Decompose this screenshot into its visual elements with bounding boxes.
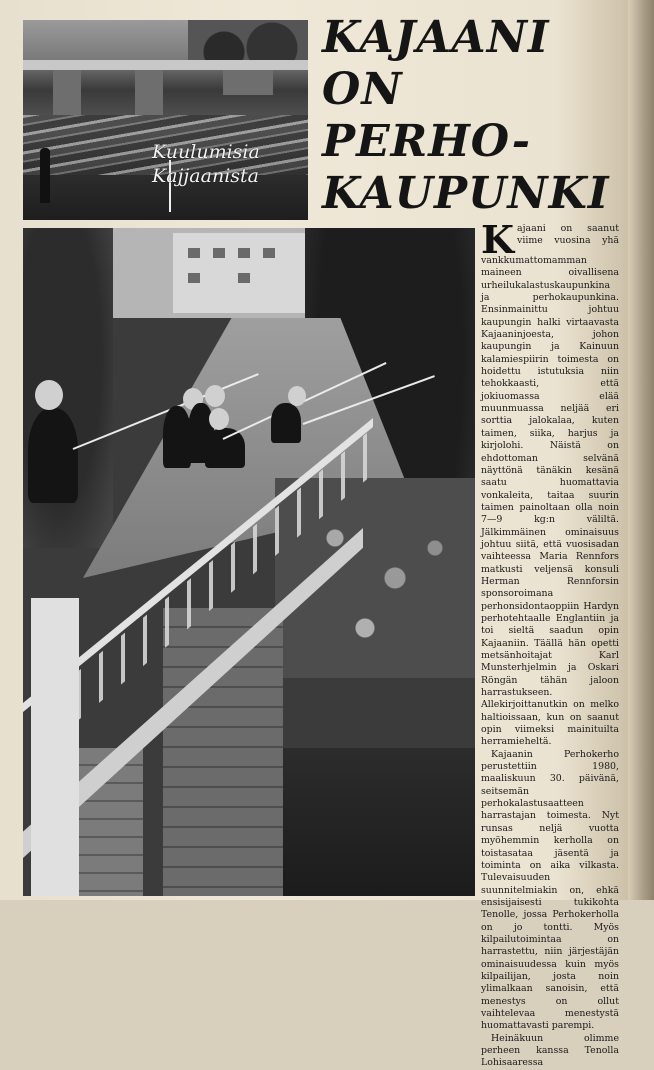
photo-building-window [188, 248, 200, 258]
photo-angler-head [205, 385, 225, 407]
photo-angler-figure [271, 403, 301, 443]
headline-line: PERHO- [322, 116, 531, 167]
photo-angler-head [288, 386, 306, 406]
photo-angler-head [209, 408, 229, 430]
photo-building-window [263, 248, 275, 258]
photo-building-window [238, 248, 250, 258]
photo-stone-pier [163, 608, 283, 896]
photo-building-window [238, 273, 250, 283]
headline-line: KAJAANI [322, 12, 550, 63]
photo-river-rapids-bridge [23, 20, 308, 220]
drop-cap: K [481, 217, 515, 262]
photo-railing-post [31, 598, 79, 896]
photo-bridge-pier [53, 70, 81, 115]
section-kicker [152, 140, 282, 188]
photo-angler-figure [163, 406, 191, 468]
headline-line: ON [322, 64, 403, 115]
page-spine-edge [628, 0, 654, 900]
photo-angler-figure [28, 408, 78, 503]
photo-building-window [188, 273, 200, 283]
article-headline [322, 12, 622, 220]
photo-riverbank [223, 70, 273, 95]
article-paragraph: Kajaanin Perhokerho perustettiin 1980, maaliskuun 30. päivänä, seitsemän perhokalastusaatteen harrastajan toimesta. Nyt runsas neljä vuotta myöhemmin kerholla on toistasataa jäsentä ja toiminta on aika vilkasta. Tulevaisuuden suunnitelmiakin on, ehkä ensisijaisesti tukikohta Tenolle, jossa Perhokerholla on jo tontti. Myös kilpailutoimintaa on harrastettu, niin järjestäjän ominaisuudessa kuin myös kilpailijan, josta noin ylimalkaan sanoisin, että menestys on ollut vaihtelevaa menestystä huomattavasti parempi. [481, 748, 619, 1032]
photo-angler-head [35, 380, 63, 410]
photo-bridge-pier [135, 70, 163, 115]
headline-line: KAUPUNKI [322, 168, 610, 219]
article-body [481, 217, 619, 1070]
kicker-line: Kajjaanista [152, 165, 259, 187]
photo-trees [188, 20, 308, 60]
photo-angler-figure [40, 148, 50, 203]
kicker-line: Kuulumisia [152, 141, 260, 163]
photo-building-window [213, 248, 225, 258]
photo-river-water [253, 748, 475, 896]
article-paragraph: Heinäkuun olimme perheen kanssa Tenolla Lohisaaressa [481, 1032, 619, 1069]
article-paragraph-text: ajaani on saanut viime vuosina yhä vankkumattomamman maineen oivallisena urheilukalastuskaupunkina ja perhokaupunkina. Ensinmainittu johtuu kaupungin halki virtaavasta Kajaaninjoesta, johon kaupungin ja Kainuun kalamiespiirin toimesta on hoidettu istutuksia niin tehokkaasti, että jokiuomassa elää muunmuassa neljää eri sorttia jalokalaa, kuten taimen, siika, harjus ja kirjolohi. Näistä on ehdottoman selvänä näyttönä tänäkin kesänä saatu huomattavia vonkaleita, taitaa suurin taimen painoltaan olla noin 7—9 kg:n väliltä. Jälkimmäinen ominaisuus johtuu siitä, että vuosisadan vaihteessa Maria Rennfors matkusti veljensä konsuli Herman Rennforsin sponsoroimana perhonsidontaoppiin Hardyn perhotehtaalle Englantiin ja toi sieltä saadun opin Kajaaniin. Täällä hän opetti metsänhoitajat Karl Munsterhjelmin ja Oskari Röngän tähän jaloon harrastukseen. Allekirjoittanutkin on melko haltioissaan, kun on saanut opin viimeksi mainituilta herramieheltä. [481, 223, 619, 748]
photo-angler-figure [205, 428, 245, 468]
photo-bridge-deck [23, 60, 308, 70]
article-paragraph [481, 217, 619, 749]
photo-anglers-on-bridge [23, 228, 475, 896]
